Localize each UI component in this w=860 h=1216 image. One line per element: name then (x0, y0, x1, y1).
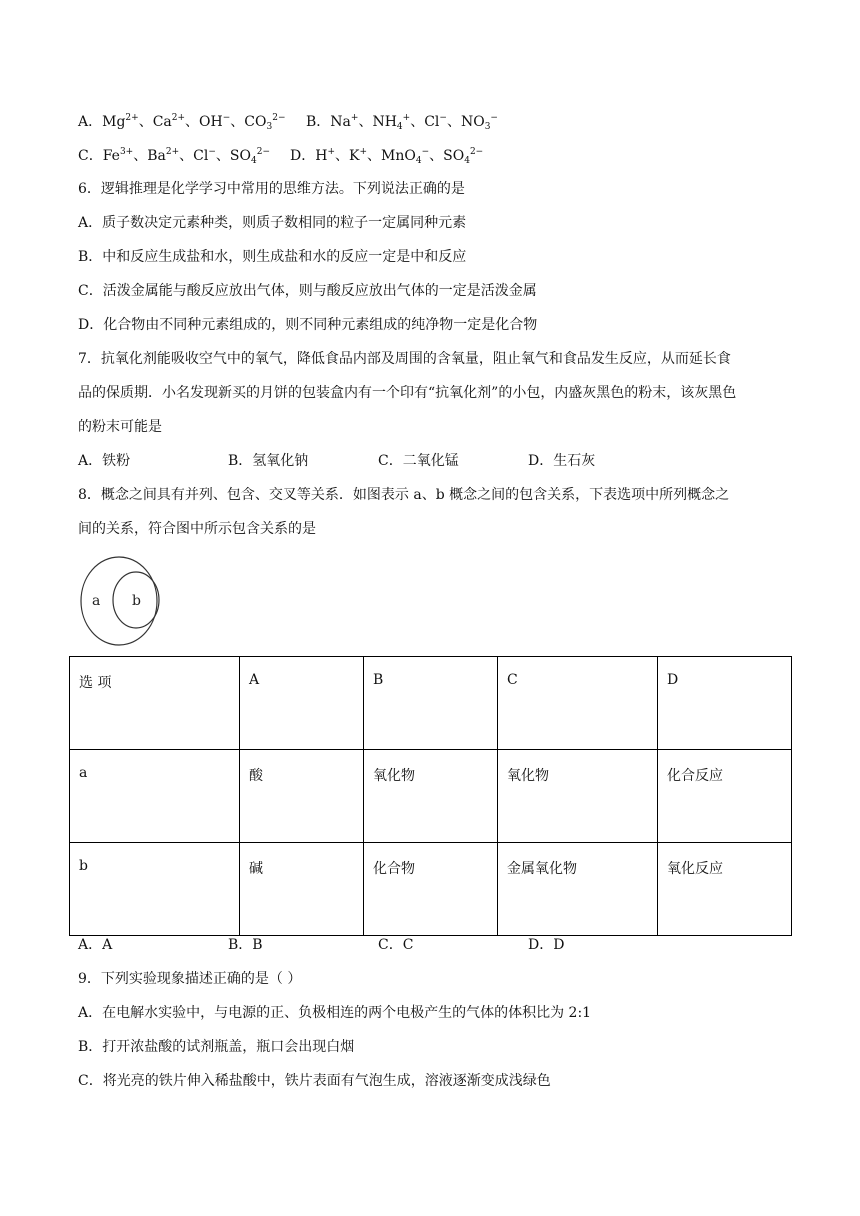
q8-option-c: C．C (378, 937, 414, 953)
option-label: B． (306, 114, 331, 130)
table-cell: 氧化物 (364, 750, 498, 843)
separator: 、 (185, 114, 200, 130)
table-row (70, 657, 792, 750)
q8-stem-line2: 间的关系，符合图中所示包含关系的是 (78, 521, 316, 537)
table-cell: b (70, 843, 240, 936)
q7-option-c: C．二氧化锰 (378, 453, 459, 469)
q6-option-d: D．化合物由不同种元素组成的，则不同种元素组成的纯净物一定是化合物 (78, 317, 538, 333)
ion-formula: $Ba^{2+}$ (147, 147, 180, 164)
q6-stem: 6．逻辑推理是化学学习中常用的思维方法。下列说法正确的是 (78, 181, 465, 197)
q6-option-b: B．中和反应生成盐和水，则生成盐和水的反应一定是中和反应 (78, 249, 467, 265)
ion-formula: $NO_3^-$ (460, 113, 498, 132)
option-label: D． (290, 148, 316, 164)
table-cell: 酸 (240, 750, 364, 843)
q7-stem-line3: 的粉末可能是 (78, 419, 162, 435)
inclusion-diagram (78, 553, 160, 649)
option-label: A． (78, 114, 103, 130)
q7-option-b: B．氢氧化钠 (228, 453, 309, 469)
table-cell: B (364, 657, 498, 750)
q5-option-a (78, 113, 286, 131)
separator: 、 (215, 148, 230, 164)
table-row (70, 843, 792, 936)
q8-option-a: A．A (78, 937, 113, 953)
q8-option-d: D．D (528, 937, 565, 953)
ion-formula: Cl− (193, 147, 216, 164)
separator: 、 (367, 148, 382, 164)
table-cell: A (240, 657, 364, 750)
ion-formula: H+ (315, 147, 335, 164)
ion-formula: $Mg^{2+}$ (102, 113, 139, 130)
separator: 、 (133, 148, 148, 164)
q8-stem-line1: 8．概念之间具有并列、包含、交叉等关系．如图表示 a、b 概念之间的包含关系，下表选项中所列概念之 (78, 487, 730, 503)
ion-formula: OH− (199, 113, 231, 130)
q9-stem: 9．下列实验现象描述正确的是（ ） (78, 971, 302, 987)
separator: 、 (410, 114, 425, 130)
q8-option-b: B．B (228, 937, 263, 953)
table-cell: 化合反应 (658, 750, 792, 843)
q9-option-a: A．在电解水实验中，与电源的正、负极相连的两个电极产生的气体的体积比为 2:1 (78, 1005, 592, 1021)
q6-option-c: C．活泼金属能与酸反应放出气体，则与酸反应放出气体的一定是活泼金属 (78, 283, 537, 299)
option-label: C． (78, 148, 103, 164)
table-cell: 氧化反应 (658, 843, 792, 936)
q7-option-d: D．生石灰 (528, 453, 596, 469)
separator: 、 (179, 148, 194, 164)
q9-option-b: B．打开浓盐酸的试剂瓶盖，瓶口会出现白烟 (78, 1039, 355, 1055)
separator: 、 (429, 148, 444, 164)
q7-stem-line1: 7．抗氧化剂能吸收空气中的氧气，降低食品内部及周围的含氧量，阻止氧气和食品发生反应，从而延长食 (78, 351, 731, 367)
q5-option-b (306, 113, 498, 131)
ion-formula: K+ (349, 147, 368, 164)
table-cell: 选 项 (70, 657, 240, 750)
separator: 、 (230, 114, 245, 130)
q5-option-d (290, 147, 483, 165)
table-cell: 碱 (240, 843, 364, 936)
table-cell: C (498, 657, 658, 750)
ion-formula: Na+ (330, 113, 359, 130)
outer-label: a (92, 593, 101, 609)
table-cell: 氧化物 (498, 750, 658, 843)
ion-formula: $SO_4^{2-}$ (443, 147, 484, 166)
separator: 、 (138, 114, 153, 130)
ion-formula: MnO$_4$− (381, 147, 430, 166)
table-cell: a (70, 750, 240, 843)
separator: 、 (358, 114, 373, 130)
q5-option-c (78, 147, 270, 165)
ion-formula: $Ca^{2+}$ (152, 113, 186, 130)
q6-option-a: A．质子数决定元素种类，则质子数相同的粒子一定属同种元素 (78, 215, 467, 231)
separator: 、 (335, 148, 349, 164)
table-cell: D (658, 657, 792, 750)
concept-table (69, 656, 792, 936)
table-cell: 化合物 (364, 843, 498, 936)
ion-formula: Cl− (424, 113, 447, 130)
table-row (70, 750, 792, 843)
separator: 、 (446, 114, 461, 130)
q7-stem-line2: 品的保质期．小名发现新买的月饼的包装盒内有一个印有“抗氧化剂”的小包，内盛灰黑色的粉末，该灰黑色 (78, 385, 737, 401)
table-cell: 金属氧化物 (498, 843, 658, 936)
q9-option-c: C．将光亮的铁片伸入稀盐酸中，铁片表面有气泡生成，溶液逐渐变成浅绿色 (78, 1073, 551, 1089)
q7-option-a: A．铁粉 (78, 453, 131, 469)
ion-formula: $SO_4^{2-}$ (229, 147, 270, 166)
ion-formula: $CO_3^{2-}$ (244, 113, 286, 132)
inner-label: b (132, 593, 141, 609)
ion-formula: $NH_4^+$ (372, 113, 411, 132)
ion-formula: $Fe^{3+}$ (102, 147, 134, 164)
